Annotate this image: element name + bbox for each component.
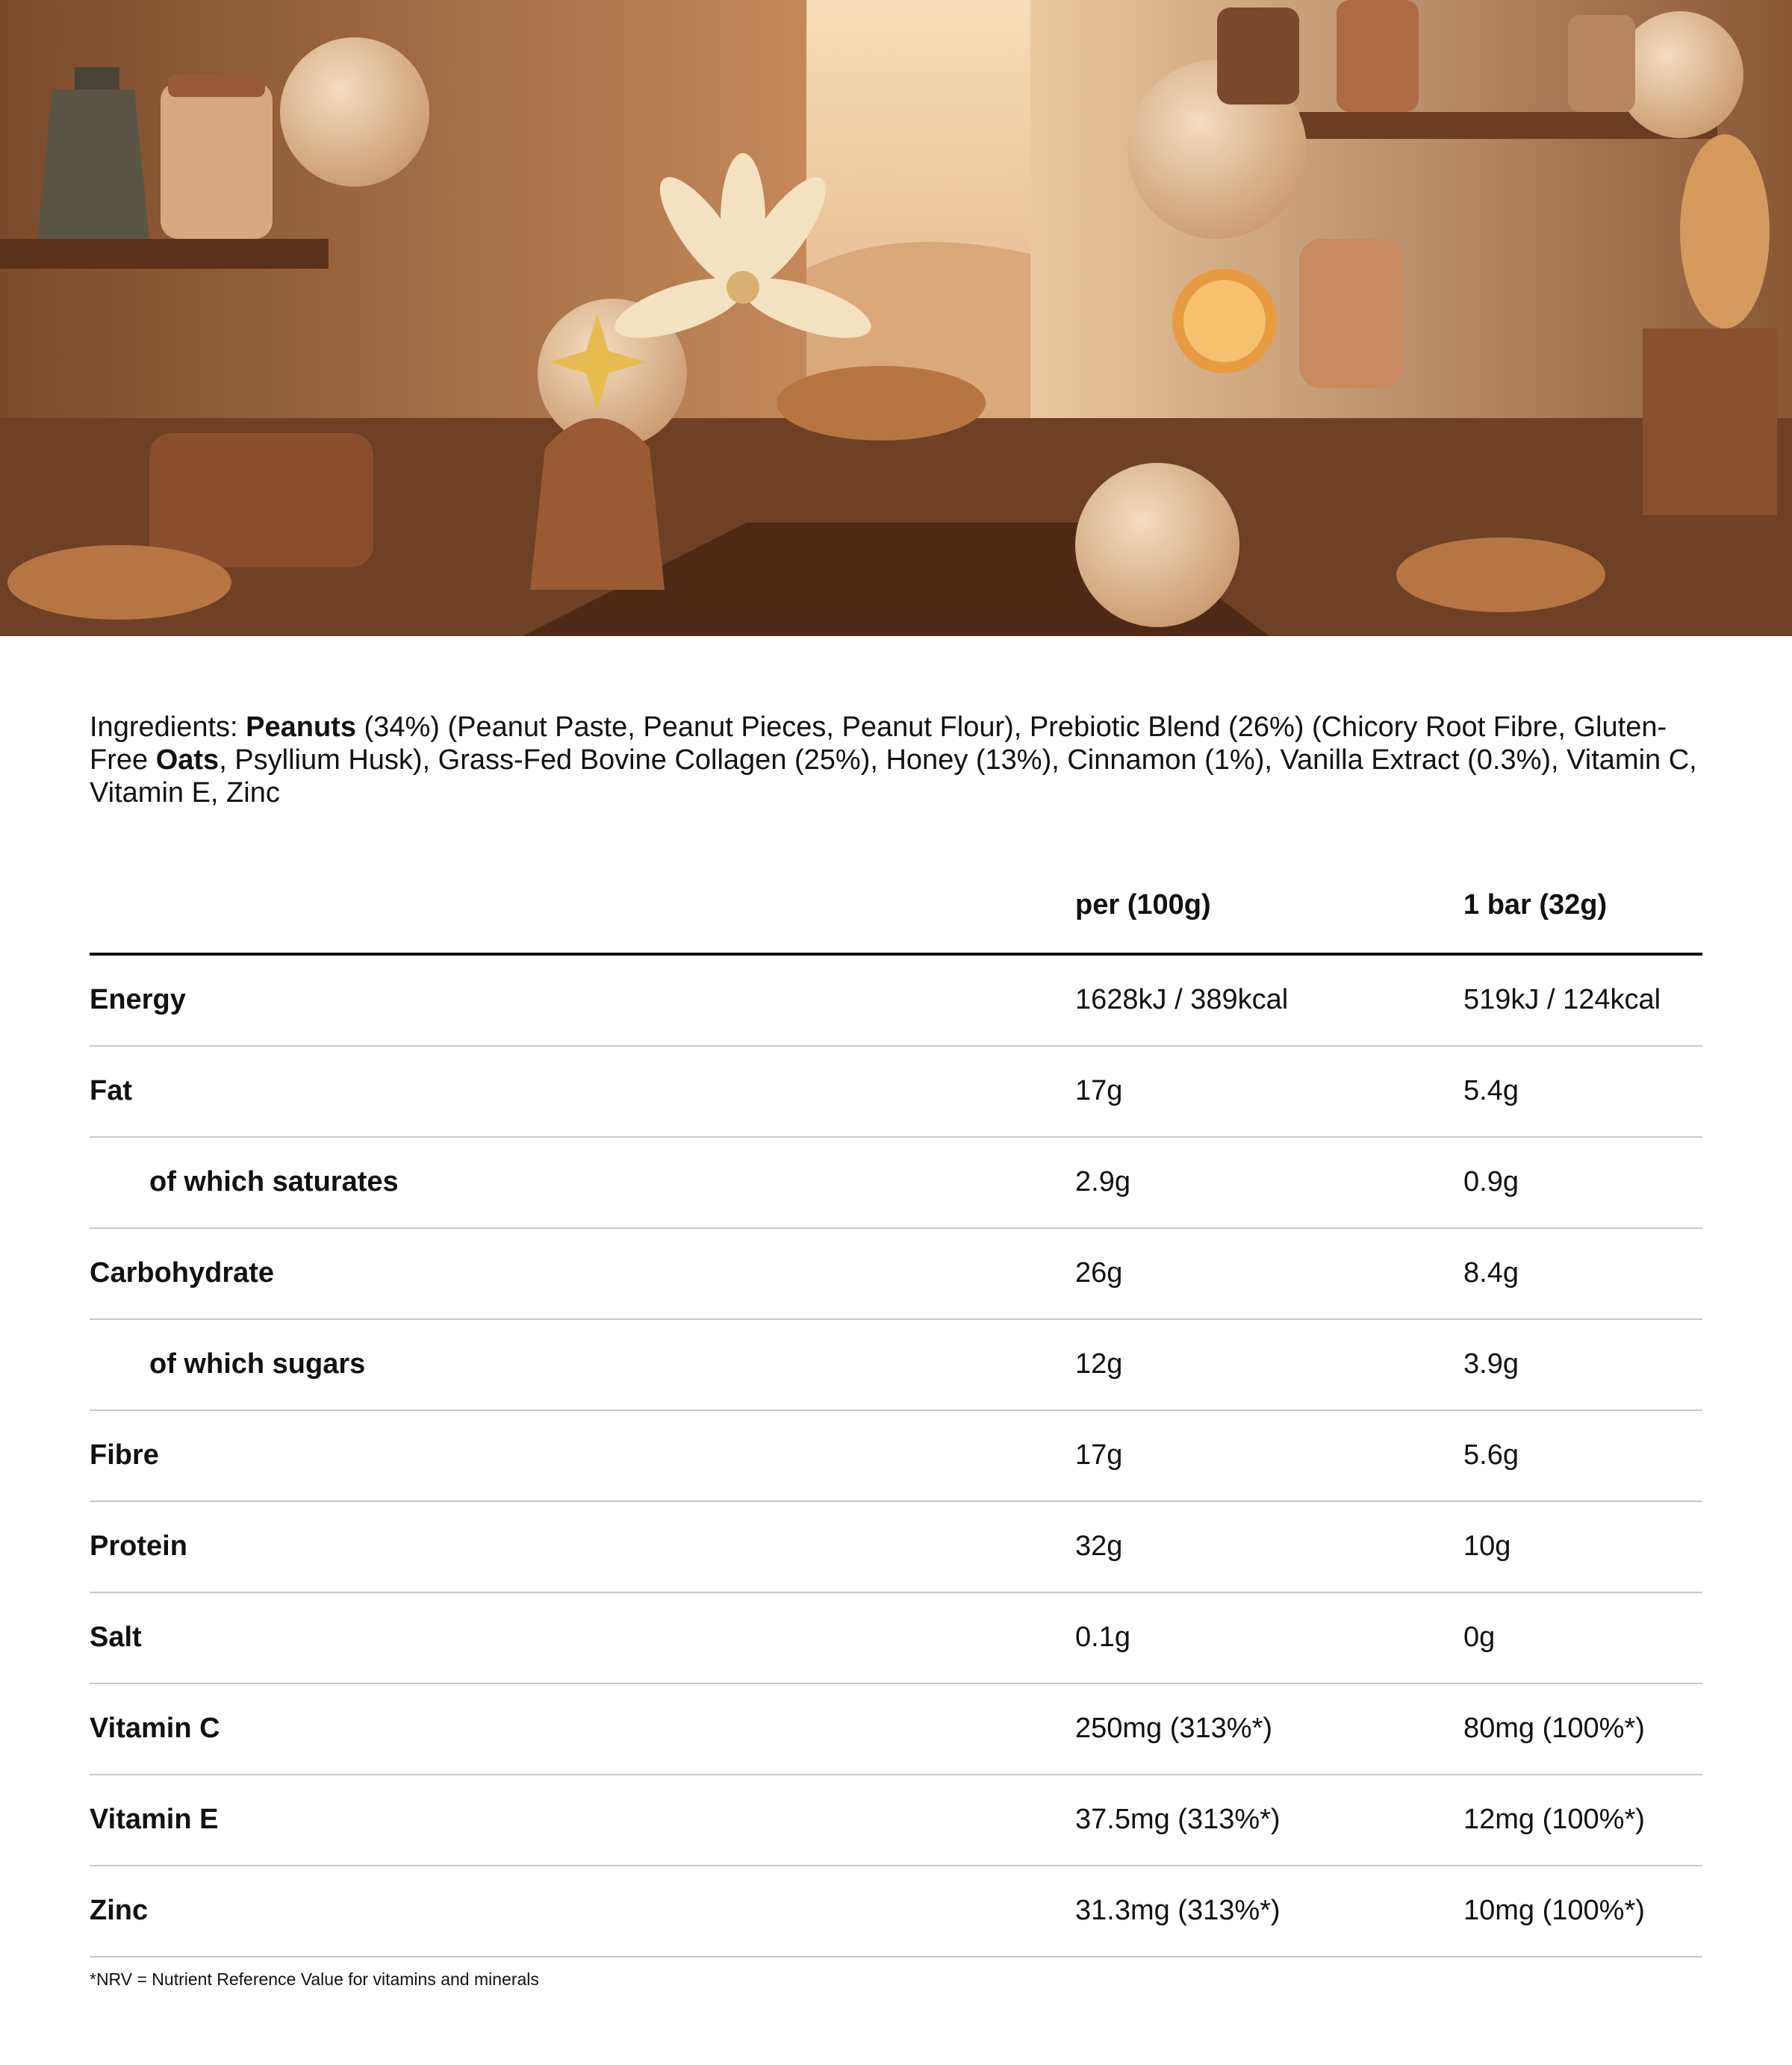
table-row-fibre <box>90 1411 1702 1502</box>
coffee-pot <box>37 90 149 239</box>
ingredients-part-2: , Psyllium Husk), Grass-Fed Bovine Collagen (25%), Honey (13%), Cinnamon (1%), Vanilla Extract (0.3%), Vitamin C, Vitamin E, Zinc <box>90 744 1697 809</box>
baguette <box>1680 134 1770 328</box>
row-label: Fat <box>90 1075 132 1106</box>
peanut-orb-2 <box>1075 463 1239 627</box>
ingredient-oats: Oats <box>155 744 220 776</box>
table-row-zinc <box>90 1866 1702 1957</box>
row-value-per-100g: 1628kJ / 389kcal <box>1075 984 1289 1015</box>
table-row-sugars <box>90 1320 1702 1411</box>
row-label: of which sugars <box>149 1348 366 1380</box>
nrv-footnote: *NRV = Nutrient Reference Value for vitamins and minerals <box>90 1969 539 1989</box>
table-row-fat <box>90 1047 1702 1138</box>
table-row-carbohydrate <box>90 1229 1702 1320</box>
cooking-pot <box>149 433 373 567</box>
ingredients-prefix: Ingredients: <box>90 711 246 743</box>
table-row-protein <box>90 1502 1702 1593</box>
row-value-per-100g: 0.1g <box>1075 1622 1130 1653</box>
row-value-per-bar: 8.4g <box>1463 1257 1519 1289</box>
row-value-per-100g: 31.3mg (313%*) <box>1075 1895 1281 1926</box>
pie-3 <box>1396 538 1605 612</box>
row-value-per-bar: 12mg (100%*) <box>1463 1804 1645 1835</box>
row-value-per-bar: 0.9g <box>1463 1166 1519 1197</box>
nutrition-table <box>90 875 1702 1957</box>
row-value-per-100g: 250mg (313%*) <box>1075 1713 1273 1744</box>
ingredients-part-1: (34%) (Peanut Paste, Peanut Pieces, Peanut Flour), Prebiotic Blend (26%) (Chicory Root Fibre, Gluten-Free <box>90 711 1667 776</box>
table-row-saturates <box>90 1138 1702 1229</box>
header-per-bar: 1 bar (32g) <box>1463 889 1608 921</box>
nutrition-table-header <box>90 875 1702 956</box>
peanut-orb <box>280 37 429 187</box>
row-value-per-100g: 12g <box>1075 1348 1123 1380</box>
table-row-salt <box>90 1593 1702 1684</box>
kettle <box>530 418 665 590</box>
row-value-per-100g: 17g <box>1075 1439 1123 1471</box>
row-value-per-bar: 3.9g <box>1463 1348 1519 1380</box>
row-value-per-100g: 26g <box>1075 1257 1123 1289</box>
header-per-100g: per (100g) <box>1075 889 1211 921</box>
row-value-per-100g: 17g <box>1075 1075 1123 1106</box>
hero-illustration <box>0 0 1792 636</box>
bread-holder <box>1643 328 1777 515</box>
row-value-per-bar: 10g <box>1463 1530 1511 1562</box>
row-value-per-bar: 10mg (100%*) <box>1463 1895 1645 1926</box>
row-label: Vitamin C <box>90 1713 220 1744</box>
row-label: Vitamin E <box>90 1804 219 1835</box>
row-label: Protein <box>90 1530 187 1562</box>
table-row-vitamin-c <box>90 1684 1702 1775</box>
ingredient-peanuts: Peanuts <box>246 711 356 743</box>
jar <box>161 82 273 239</box>
row-label: Energy <box>90 984 186 1015</box>
row-label: of which saturates <box>149 1166 399 1197</box>
row-value-per-bar: 5.6g <box>1463 1439 1519 1471</box>
pie-2 <box>7 545 231 620</box>
row-label: Fibre <box>90 1439 159 1471</box>
mug <box>1299 239 1404 388</box>
pie <box>777 366 986 440</box>
row-value-per-100g: 2.9g <box>1075 1166 1130 1197</box>
row-value-per-bar: 519kJ / 124kcal <box>1463 984 1661 1015</box>
row-label: Salt <box>90 1622 142 1653</box>
row-value-per-100g: 37.5mg (313%*) <box>1075 1804 1281 1835</box>
ingredients-text <box>90 711 1702 809</box>
row-value-per-bar: 5.4g <box>1463 1075 1519 1106</box>
kitchen-illustration <box>0 0 1792 636</box>
row-value-per-bar: 80mg (100%*) <box>1463 1713 1645 1744</box>
row-value-per-100g: 32g <box>1075 1530 1123 1562</box>
row-value-per-bar: 0g <box>1463 1622 1496 1653</box>
row-label: Zinc <box>90 1895 149 1926</box>
table-row-energy <box>90 956 1702 1047</box>
row-label: Carbohydrate <box>90 1257 275 1289</box>
table-row-vitamin-e <box>90 1775 1702 1866</box>
